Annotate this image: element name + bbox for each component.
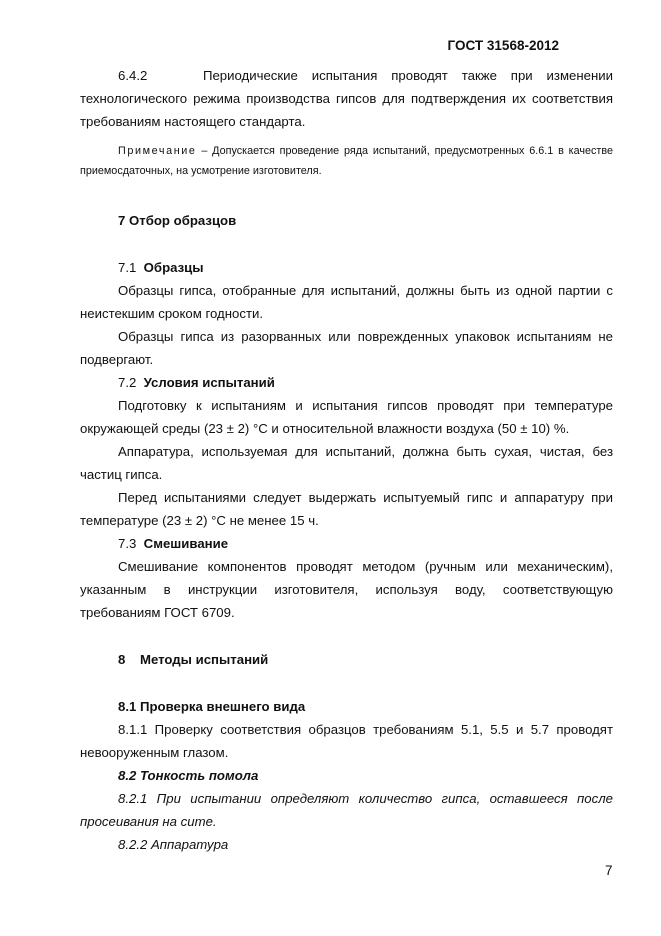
subsection-8-2-heading: 8.2 Тонкость помола — [118, 768, 259, 783]
paragraph-text: Периодические испытания проводят также при изменении технологического режима производства гипсов для подтверждения их соответствия требованиям настоящего стандарта. — [80, 68, 613, 129]
subsection-number: 7.2 — [118, 375, 137, 390]
subsection-7-3-heading — [80, 532, 613, 555]
subsection-number: 7.1 — [118, 260, 137, 275]
clause-number: 6.4.2 — [118, 68, 148, 83]
page-number: 7 — [605, 863, 613, 878]
paragraph-8-2-1: 8.2.1 При испытании определяют количество гипса, оставшееся после просеивания на сите. — [80, 791, 613, 829]
subsection-7-2-heading — [80, 371, 613, 394]
standard-header: ГОСТ 31568-2012 — [447, 38, 559, 53]
paragraph-7-3-1: Смешивание компонентов проводят методом (ручным или механическим), указанным в инструкции изготовителя, используя воду, соответствующую требованиям ГОСТ 6709. — [80, 559, 613, 620]
subsection-number: 7.3 — [118, 536, 137, 551]
subsection-7-1-heading — [80, 256, 613, 279]
section-title: Методы испытаний — [140, 652, 269, 667]
paragraph-6-4-2 — [80, 64, 613, 133]
subsection-title: Смешивание — [143, 536, 229, 551]
note-text: – Допускается проведение ряда испытаний, предусмотренных 6.6.1 в качестве приемосдаточных, на усмотрение изготовителя. — [80, 145, 613, 177]
subsection-title: Условия испытаний — [143, 375, 275, 390]
paragraph-7-2-1: Подготовку к испытаниям и испытания гипсов проводят при температуре окружающей среды (23 ± 2) °С и относительной влажности воздуха (50 ± 10) %. — [80, 398, 613, 436]
note — [80, 141, 613, 181]
paragraph-7-2-3: Перед испытаниями следует выдержать испытуемый гипс и аппаратуру при температуре (23 ± 2) °С не менее 15 ч. — [80, 490, 613, 528]
subsection-8-1-heading: 8.1 Проверка внешнего вида — [118, 699, 306, 714]
note-label: Примечание — [118, 145, 197, 157]
paragraph-7-2-2: Аппаратура, используемая для испытаний, должна быть сухая, чистая, без частиц гипса. — [80, 444, 613, 482]
paragraph-8-1-1: 8.1.1 Проверку соответствия образцов требованиям 5.1, 5.5 и 5.7 проводят невооруженным глазом. — [80, 722, 613, 760]
section-7-heading: 7 Отбор образцов — [118, 213, 237, 228]
paragraph-8-2-2: 8.2.2 Аппаратура — [118, 837, 229, 852]
section-8-heading — [80, 648, 613, 671]
paragraph-7-1-1: Образцы гипса, отобранные для испытаний, должны быть из одной партии с неистекшим сроком годности. — [80, 283, 613, 321]
section-number: 8 — [118, 652, 126, 667]
paragraph-7-1-2: Образцы гипса из разорванных или поврежденных упаковок испытаниям не подвергают. — [80, 329, 613, 367]
subsection-title: Образцы — [143, 260, 204, 275]
page-content — [80, 64, 613, 856]
